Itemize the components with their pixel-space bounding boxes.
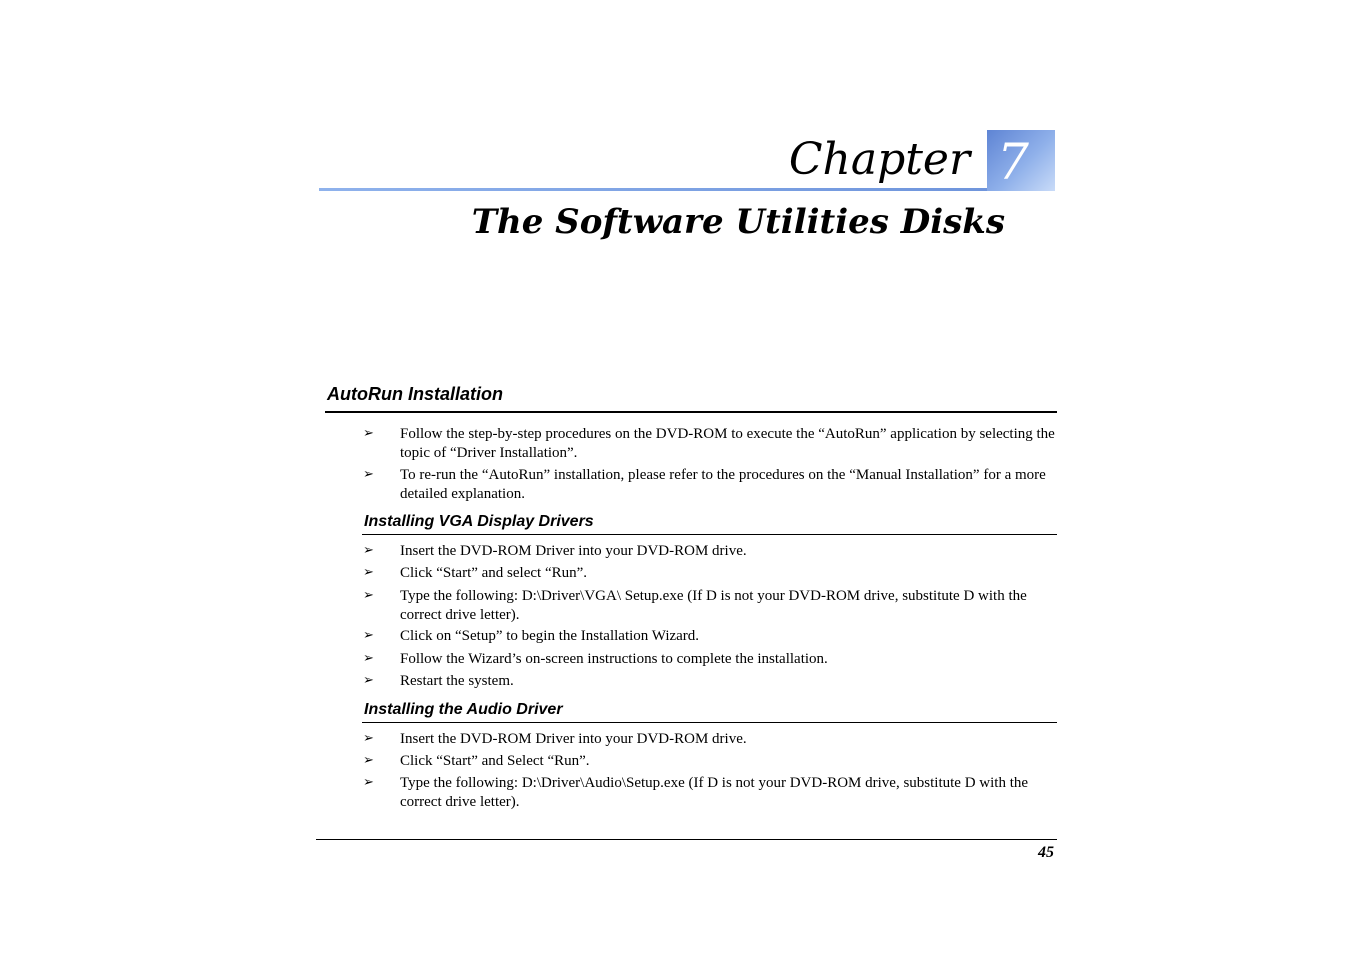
section-heading-autorun: AutoRun Installation [327,384,503,404]
bullet-arrow-icon: ➢ [363,753,374,768]
section-divider [362,722,1057,723]
chapter-divider [319,188,987,191]
section-divider [362,534,1057,535]
page-number: 45 [1038,844,1054,861]
section-heading-vga: Installing VGA Display Drivers [364,513,594,530]
bullet-arrow-icon: ➢ [363,543,374,558]
bullet-arrow-icon: ➢ [363,426,374,441]
list-item-text: Insert the DVD-ROM Driver into your DVD-ROM drive. [400,731,747,747]
list-item-text: Insert the DVD-ROM Driver into your DVD-ROM drive. [400,543,747,559]
bullet-arrow-icon: ➢ [363,731,374,746]
bullet-arrow-icon: ➢ [363,651,374,666]
bullet-arrow-icon: ➢ [363,628,374,643]
list-item-text: Follow the step-by-step procedures on the DVD-ROM to execute the “AutoRun” application by selecting the topic of “Driver Installation”. [400,426,1055,461]
chapter-number: 7 [997,133,1029,191]
list-item-text: Click on “Setup” to begin the Installation Wizard. [400,628,700,644]
bullet-arrow-icon: ➢ [363,775,374,790]
list-item-text: Type the following: D:\Driver\Audio\Setup.exe (If D is not your DVD-ROM drive, substitute D with the correct drive letter). [400,775,1029,810]
bullet-arrow-icon: ➢ [363,588,374,603]
list-item-text: Type the following: D:\Driver\VGA\ Setup.exe (If D is not your DVD-ROM drive, substitute D with the correct drive letter). [400,588,1027,623]
page-title: The Software Utilities Disks [471,202,1005,242]
bullet-arrow-icon: ➢ [363,565,374,580]
bullet-arrow-icon: ➢ [363,673,374,688]
section-heading-audio: Installing the Audio Driver [364,701,563,718]
footer-divider [316,839,1057,840]
list-item-text: Click “Start” and select “Run”. [400,565,588,581]
list-item-text: Follow the Wizard’s on-screen instructions to complete the installation. [400,651,828,667]
list-item-text: Click “Start” and Select “Run”. [400,753,590,769]
list-item-text: To re-run the “AutoRun” installation, please refer to the procedures on the “Manual Installation” for a more detailed explanation. [400,467,1046,502]
chapter-label: Chapter [788,134,970,185]
section-divider [325,411,1057,413]
chapter-number-badge [987,130,1055,191]
bullet-arrow-icon: ➢ [363,467,374,482]
list-item-text: Restart the system. [400,673,514,689]
